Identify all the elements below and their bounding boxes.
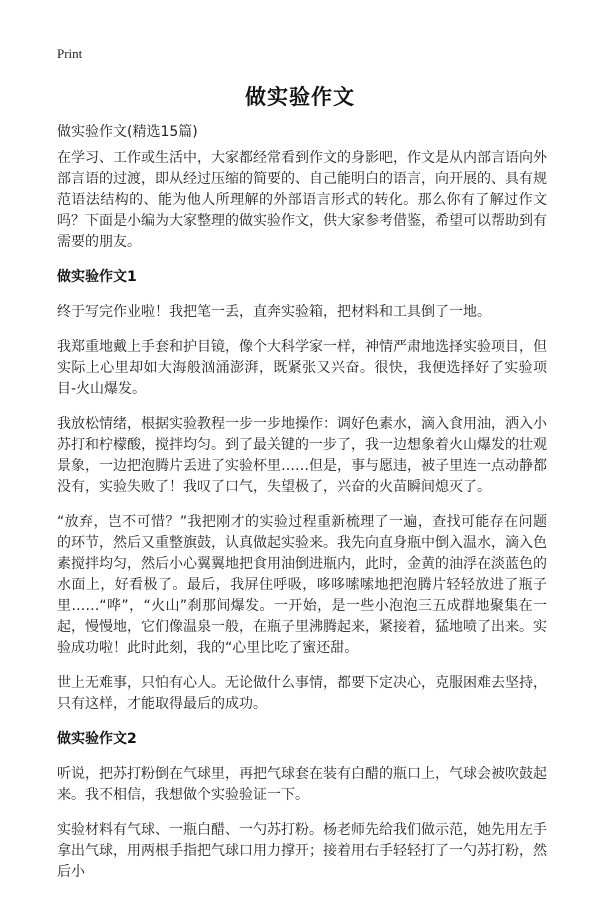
paragraph: 在学习、工作或生活中，大家都经常看到作文的身影吧，作文是从内部言语向外部言语的过渡，即从经过压缩的简要的、自己能明白的语言，向开展的、具有规范语法结构的、能为他人所理解的外部语言形式的转化。那么你有了解过作文吗？下面是小编为大家整理的做实验作文，供大家参考借鉴，希望可以帮助到有需要的朋友。 [57,150,547,250]
print-label: Print [57,46,83,61]
paragraph: 我郑重地戴上手套和护目镜，像个大科学家一样，神情严肃地选择实验项目，但实际上心里却如大海般汹涌澎湃，既紧张又兴奋。很快，我便选择好了实验项目-火山爆发。 [57,339,547,397]
section-heading: 做实验作文1 [57,269,137,285]
document-subtitle: 做实验作文(精选15篇) [57,124,198,140]
paragraph: 我放松情绪，根据实验教程一步一步地操作：调好色素水，滴入食用油，洒入小苏打和柠檬酸，搅拌均匀。到了最关键的一步了，我一边想象着火山爆发的壮观景象，一边把泡腾片丢进了实验杯里……但是，事与愿违，被子里连一点动静都没有，实验失败了！我叹了口气，失望极了，兴奋的火苗瞬间熄灭了。 [57,416,547,495]
paragraph: 世上无难事，只怕有心人。无论做什么事情，都要下定决心，克服困难去坚持，只有这样，才能取得最后的成功。 [57,675,547,712]
section-heading: 做实验作文2 [57,731,137,747]
document-body [57,148,547,897]
paragraph: 听说，把苏打粉倒在气球里，再把气球套在装有白醋的瓶口上，气球会被吹鼓起来。我不相信，我想做个实验验证一下。 [57,766,547,803]
paragraph: 终于写完作业啦！我把笔一丢，直奔实验箱，把材料和工具倒了一地。 [57,304,491,320]
paragraph: 实验材料有气球、一瓶白醋、一勺苏打粉。杨老师先给我们做示范，她先用左手拿出气球，用两根手指把气球口用力撑开；接着用右手轻轻打了一勺苏打粉，然后小 [57,822,547,880]
paragraph: “放弃，岂不可惜？”我把刚才的实验过程重新梳理了一遍，查找可能存在问题的环节，然后又重整旗鼓，认真做起实验来。我先向直身瓶中倒入温水，滴入色素搅拌均匀，然后小心翼翼地把食用油倒进瓶内，此时，金黄的油浮在淡蓝色的水面上，好看极了。最后，我屏住呼吸，哆哆嗦嗦地把泡腾片轻轻放进了瓶子里……“哗”，“火山”刹那间爆发。一开始，是一些小泡泡三五成群地聚集在一起，慢慢地，它们像温泉一般，在瓶子里沸腾起来，紧接着，猛地喷了出来。实验成功啦！此时此刻，我的“心里比吃了蜜还甜。 [57,514,547,656]
document-title: 做实验作文 [245,85,355,109]
